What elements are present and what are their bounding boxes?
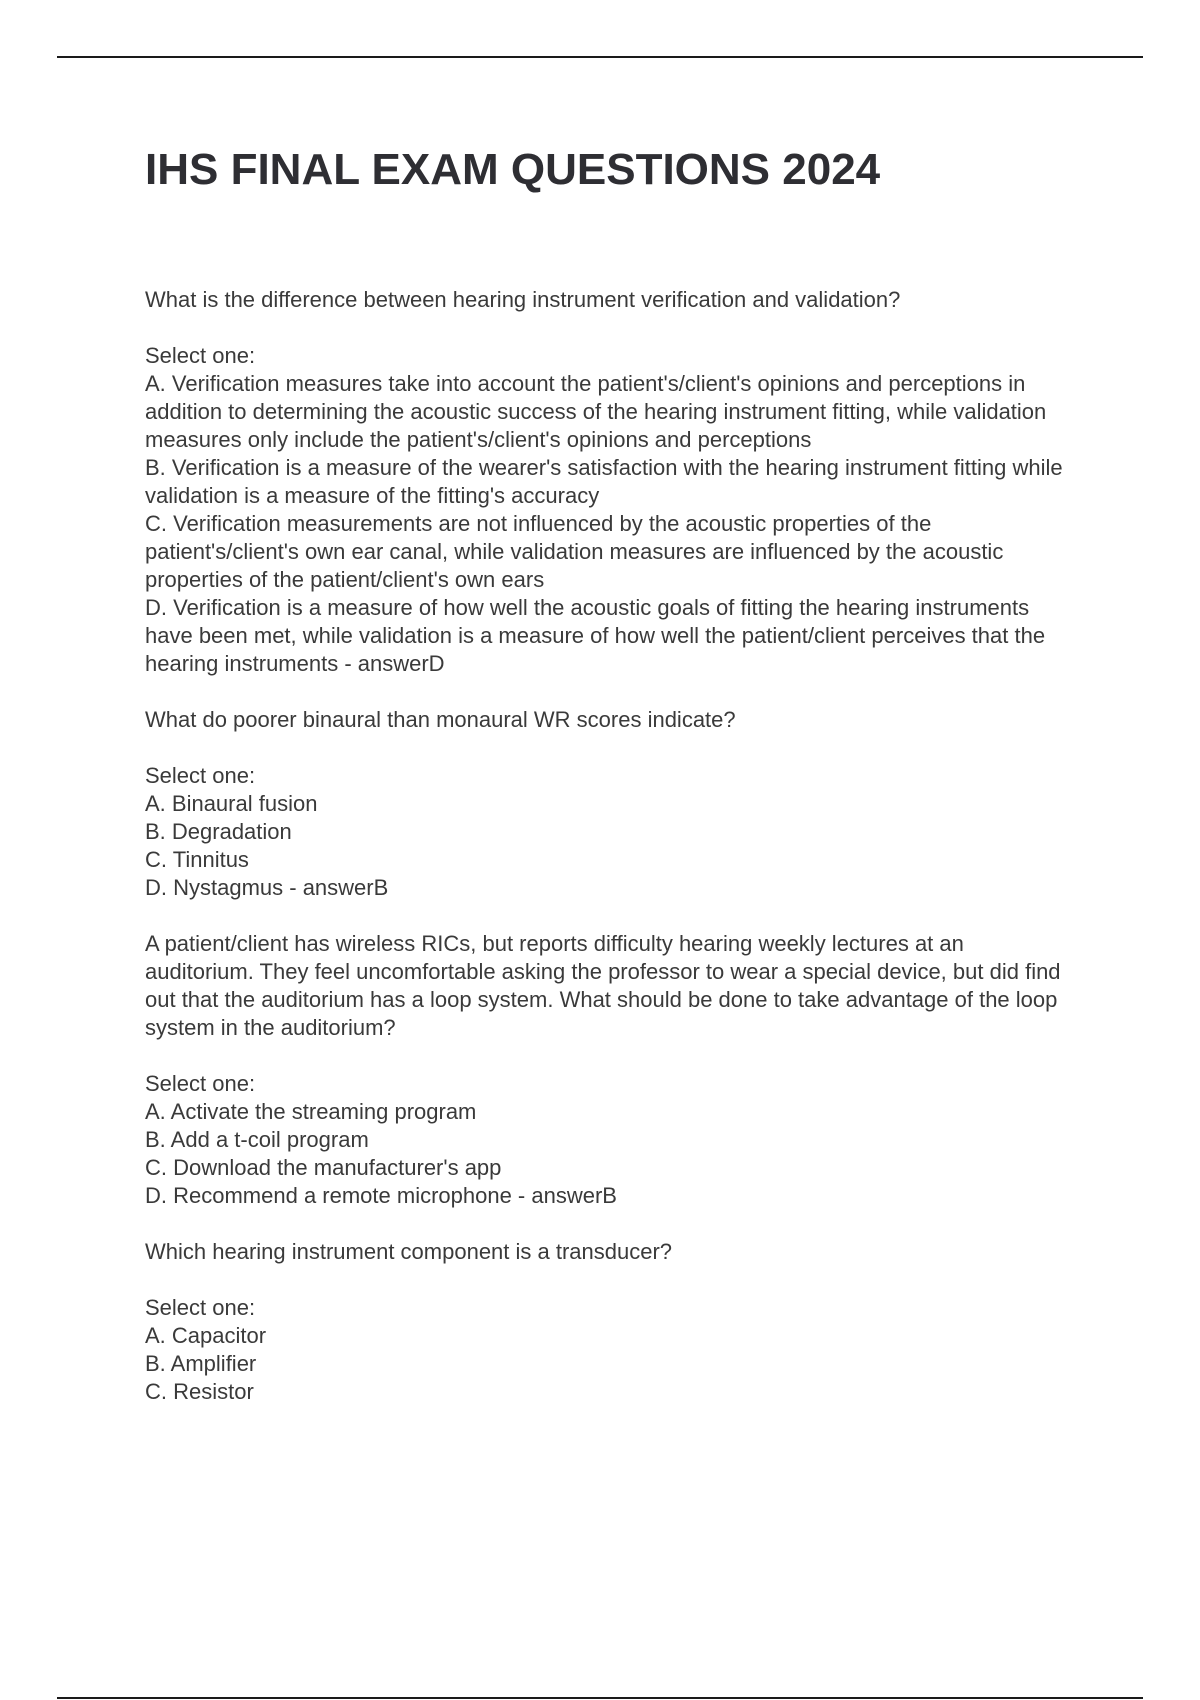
option-c: C. Download the manufacturer's app — [145, 1155, 502, 1180]
answer-options — [145, 1098, 1075, 1210]
question-3 — [145, 930, 1075, 1210]
option-a: A. Capacitor — [145, 1323, 267, 1348]
select-one-label: Select one: — [145, 763, 256, 788]
question-list — [145, 286, 1075, 1434]
option-c: C. Tinnitus — [145, 847, 249, 872]
option-d: D. Verification is a measure of how well the acoustic goals of fitting the hearing instruments have been met, while validation is a measure of how well the patient/client perceives that the hearing instruments - answerD — [145, 595, 1046, 676]
question-4 — [145, 1238, 1075, 1406]
question-text: What do poorer binaural than monaural WR scores indicate? — [145, 707, 736, 732]
option-a: A. Binaural fusion — [145, 791, 318, 816]
top-rule — [57, 56, 1143, 58]
bottom-rule — [57, 1697, 1143, 1699]
option-b: B. Amplifier — [145, 1351, 257, 1376]
option-b: B. Degradation — [145, 819, 292, 844]
option-d: D. Nystagmus - answerB — [145, 875, 389, 900]
select-one-label: Select one: — [145, 343, 256, 368]
question-1 — [145, 286, 1075, 678]
option-b: B. Add a t-coil program — [145, 1127, 369, 1152]
question-text: What is the difference between hearing instrument verification and validation? — [145, 287, 901, 312]
question-2 — [145, 706, 1075, 902]
question-text: Which hearing instrument component is a transducer? — [145, 1239, 673, 1264]
option-a: A. Activate the streaming program — [145, 1099, 477, 1124]
option-c: C. Resistor — [145, 1379, 254, 1404]
answer-options — [145, 370, 1075, 678]
question-text: A patient/client has wireless RICs, but reports difficulty hearing weekly lectures at an auditorium. They feel uncomfortable asking the professor to wear a special device, but did find out that the auditorium has a loop system. What should be done to take advantage of the loop system in the auditorium? — [145, 931, 1061, 1040]
select-one-label: Select one: — [145, 1071, 256, 1096]
answer-options — [145, 1322, 1075, 1406]
option-a: A. Verification measures take into account the patient's/client's opinions and perceptions in addition to determining the acoustic success of the hearing instrument fitting, while validation measures only include the patient's/client's opinions and perceptions — [145, 371, 1047, 452]
select-one-label: Select one: — [145, 1295, 256, 1320]
answer-options — [145, 790, 1075, 902]
option-b: B. Verification is a measure of the wearer's satisfaction with the hearing instrument fitting while validation is a measure of the fitting's accuracy — [145, 455, 1063, 508]
option-c: C. Verification measurements are not influenced by the acoustic properties of the patient's/client's own ear canal, while validation measures are influenced by the acoustic properties of the patient/client's own ears — [145, 511, 1004, 592]
page-title: IHS FINAL EXAM QUESTIONS 2024 — [145, 145, 881, 194]
option-d: D. Recommend a remote microphone - answerB — [145, 1183, 617, 1208]
